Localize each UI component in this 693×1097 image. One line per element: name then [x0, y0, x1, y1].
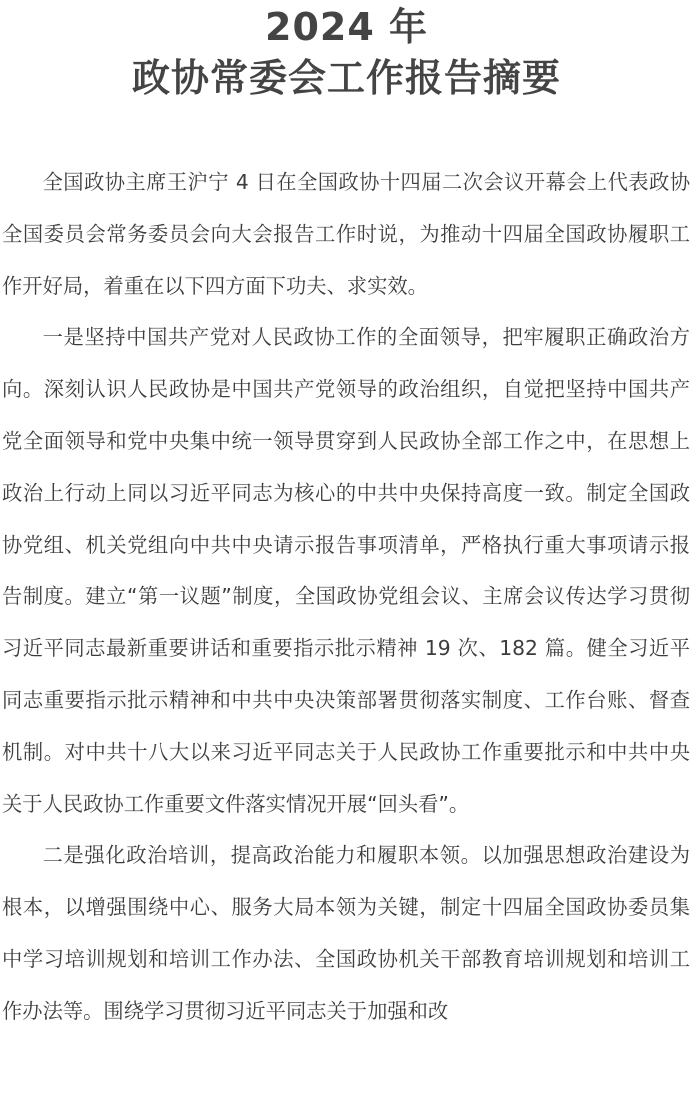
article-body — [2, 157, 690, 1038]
paragraph-intro: 全国政协主席王沪宁 4 日在全国政协十四届二次会议开幕会上代表政协全国委员会常务委员会向大会报告工作时说，为推动十四届全国政协履职工作开好局，着重在以下四方面下功夫、求实效。 — [2, 170, 690, 298]
title-year-number: 2024 — [265, 5, 375, 49]
title-year-suffix: 年 — [374, 5, 428, 49]
title-year — [0, 4, 693, 50]
paragraph-point-two: 二是强化政治培训，提高政治能力和履职本领。以加强思想政治建设为根本，以增强围绕中心、服务大局本领为关键，制定十四届全国政协委员集中学习培训规划和培训工作办法、全国政协机关干部教育培训规划和培训工作办法等。围绕学习贯彻习近平同志关于加强和改 — [2, 843, 690, 1023]
paragraph-point-one: 一是坚持中国共产党对人民政协工作的全面领导，把牢履职正确政治方向。深刻认识人民政协是中国共产党领导的政治组织，自觉把坚持中国共产党全面领导和党中央集中统一领导贯穿到人民政协全部工作之中，在思想上政治上行动上同以习近平同志为核心的中共中央保持高度一致。制定全国政协党组、机关党组向中共中央请示报告事项清单，严格执行重大事项请示报告制度。建立“第一议题”制度，全国政协党组会议、主席会议传达学习贯彻习近平同志最新重要讲话和重要指示批示精神 19 次、182 篇。健全习近平同志重要指示批示精神和中共中央决策部署贯彻落实制度、工作台账、督查机制。对中共十八大以来习近平同志关于人民政协工作重要批示和中共中央关于人民政协工作重要文件落实情况开展“回头看”。 — [2, 325, 690, 816]
page-title: 政协常委会工作报告摘要 — [131, 56, 561, 100]
